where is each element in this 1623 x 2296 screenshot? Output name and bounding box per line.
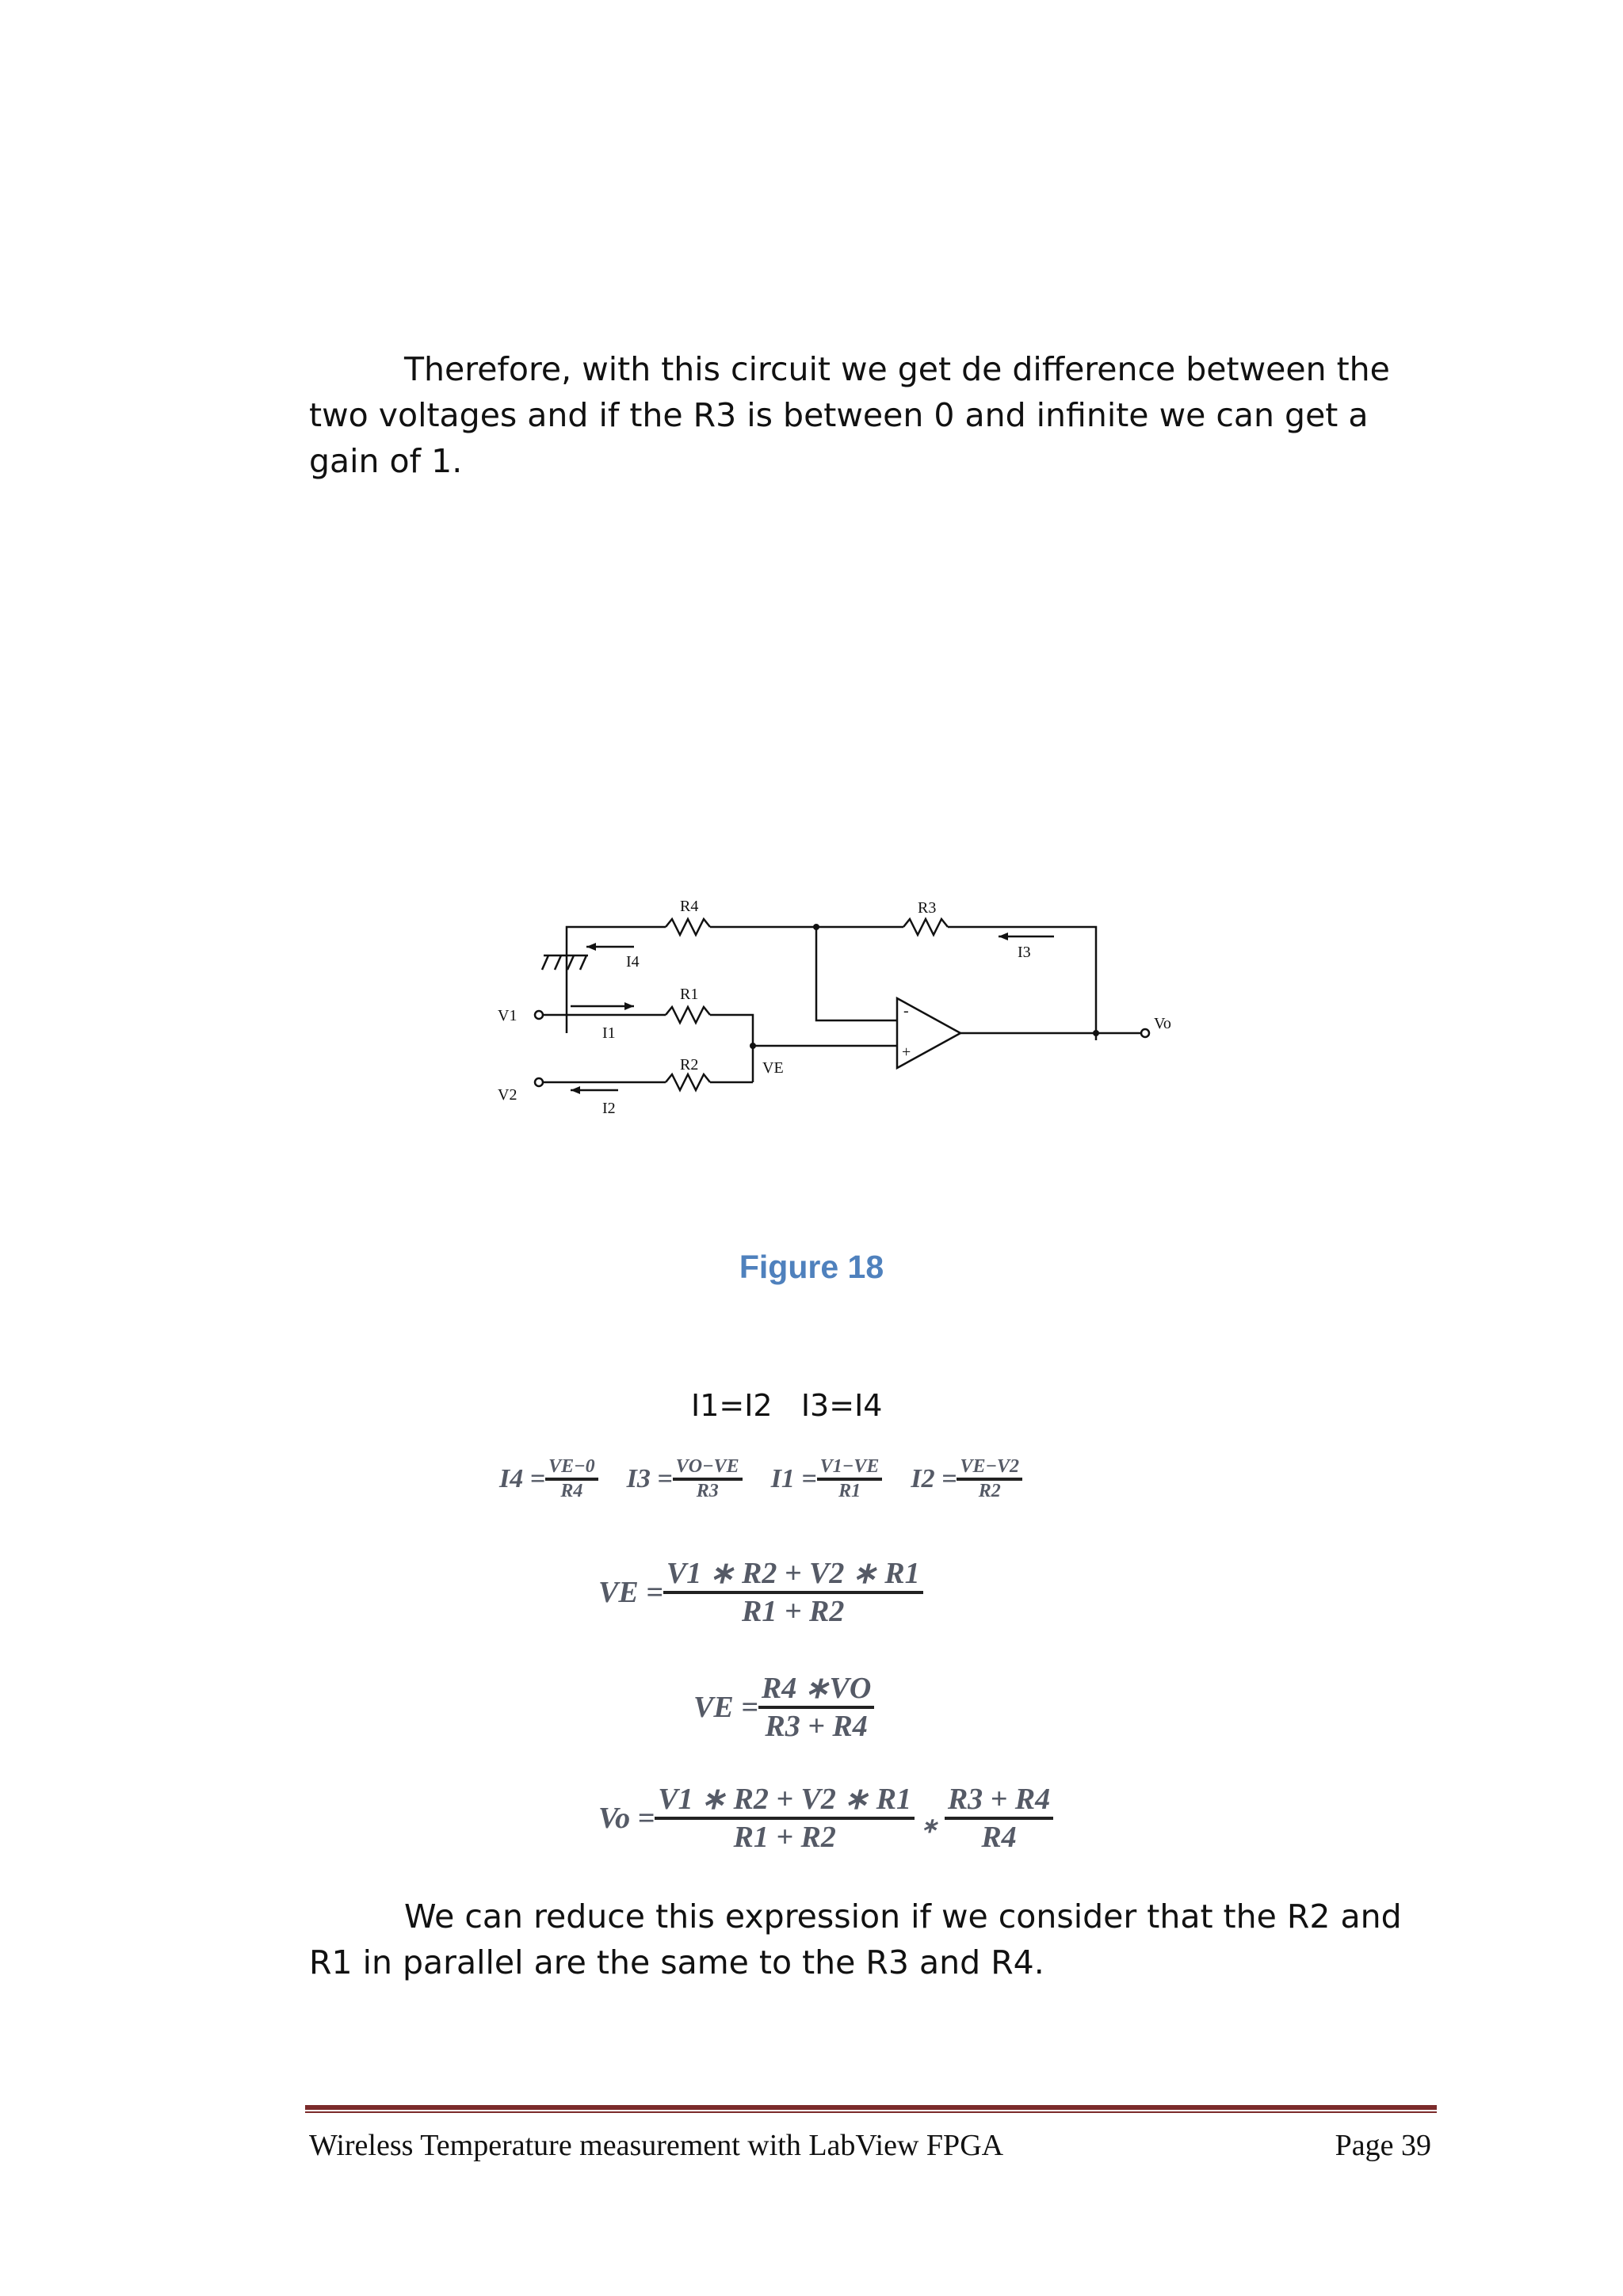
equation-vo-numerator-2: R3 + R4 [945,1782,1053,1820]
label-i2: I2 [602,1100,616,1117]
equation-vo-numerator-1: V1 ∗ R2 + V2 ∗ R1 [655,1781,915,1820]
arrow-i4 [586,943,596,951]
label-r2: R2 [680,1056,699,1074]
label-minus: - [903,1002,909,1020]
label-i1: I1 [602,1024,616,1042]
equation-i4-fraction [545,1456,598,1502]
equation-vo-fraction-2 [945,1782,1053,1855]
label-r4: R4 [680,898,699,915]
arrow-i1 [624,1002,634,1010]
equation-i1-numerator: V1−VE [817,1456,883,1481]
equation-vo-multiply: ∗ [921,1814,938,1837]
equation-ve2-fraction [758,1670,874,1744]
paragraph-reduce [309,1894,1434,1985]
figure-caption: Figure 18 [739,1249,884,1285]
equation-vo-fraction-1 [655,1781,915,1855]
equation-i2-lhs: I2 = [911,1464,957,1493]
equation-i3-fraction [673,1456,743,1502]
equation-ve-from-inputs [598,1555,923,1629]
equation-i3 [627,1456,743,1502]
resistor-r4-symbol [666,919,710,935]
circuit-diagram [475,887,1205,1157]
equation-i4 [499,1456,598,1502]
equation-vo-denominator-1: R1 + R2 [733,1821,836,1854]
equation-i3-lhs: I3 = [626,1464,673,1493]
label-r3: R3 [918,899,937,917]
equation-ve2-denominator: R3 + R4 [765,1710,868,1743]
label-v2: V2 [498,1086,517,1104]
resistor-r3-symbol [903,919,948,935]
equation-vo [598,1781,1053,1855]
current-relations: I1=I2 I3=I4 [691,1388,883,1423]
equation-i1-denominator: R1 [838,1481,861,1501]
paragraph-gain-text: Therefore, with this circuit we get de difference between the two voltages and if the R3 is between 0 and infinite we can get a gain of 1. [309,350,1390,480]
equation-ve2-lhs: VE = [693,1690,758,1724]
equation-i4-denominator: R4 [560,1481,583,1501]
equation-i2 [911,1456,1022,1502]
equation-ve2-numerator: R4 ∗VO [758,1670,874,1709]
label-v1: V1 [498,1007,517,1024]
equation-i2-numerator: VE−V2 [957,1456,1022,1481]
equation-i4-numerator: VE−0 [545,1456,598,1481]
equation-ve1-denominator: R1 + R2 [742,1595,845,1628]
label-r1: R1 [680,986,699,1003]
footer-title: Wireless Temperature measurement with LabView FPGA [309,2129,1004,2162]
arrow-i3 [999,933,1008,940]
paragraph-gain [309,346,1434,484]
equation-i1 [771,1456,883,1502]
equation-i3-numerator: VO−VE [673,1456,743,1481]
wire-ground-r4 [567,927,666,1033]
equation-i3-denominator: R3 [696,1481,719,1501]
label-plus: + [902,1043,911,1061]
arrow-i2 [571,1086,580,1094]
equation-ve1-numerator: V1 ∗ R2 + V2 ∗ R1 [663,1555,923,1594]
resistor-r1-symbol [666,1007,710,1023]
footer-divider [305,2105,1437,2113]
paragraph-reduce-text: We can reduce this expression if we consider that the R2 and R1 in parallel are the same to the R3 and R4. [309,1897,1402,1981]
label-i3: I3 [1018,944,1031,961]
footer-page-number: Page 39 [1335,2129,1431,2162]
equation-vo-denominator-2: R4 [981,1820,1017,1854]
resistor-r2-symbol [666,1074,710,1090]
equation-i1-fraction [817,1456,883,1502]
label-ve: VE [762,1059,784,1077]
equation-vo-lhs: Vo = [598,1801,655,1835]
equation-i4-lhs: I4 = [499,1464,546,1493]
equation-i2-denominator: R2 [978,1481,1001,1501]
equation-i1-lhs: I1 = [770,1464,817,1493]
equation-ve-from-output [693,1670,874,1744]
equation-i2-fraction [957,1456,1022,1502]
label-vo: Vo [1154,1015,1171,1032]
equation-ve1-lhs: VE = [598,1575,663,1609]
label-i4: I4 [626,953,640,971]
equation-ve1-fraction [663,1555,923,1629]
current-equations-row [499,1456,1051,1502]
